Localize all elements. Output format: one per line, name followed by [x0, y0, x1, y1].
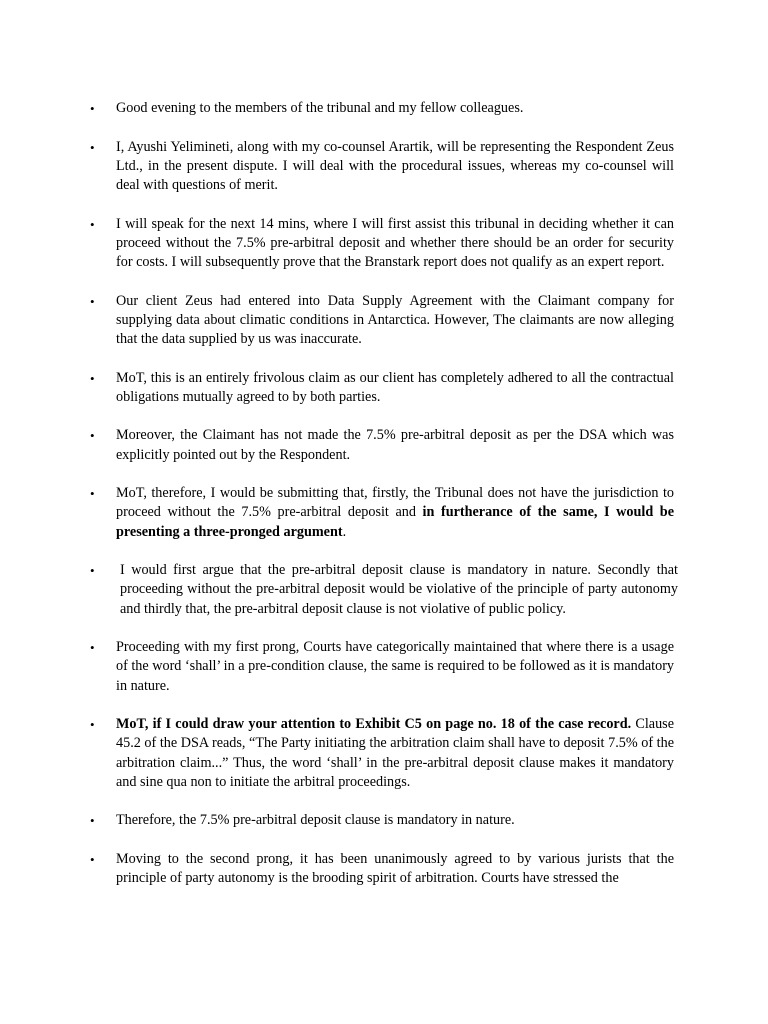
- paragraph-text: MoT, this is an entirely frivolous claim as our client has completely adhered to all the contractual obligations mutually agreed to by both parties.: [116, 369, 674, 405]
- paragraph-run: MoT, therefore, I would be submitting that, firstly, the Tribunal does not have the jurisdiction to proceed without the 7.5% pre-arbitral deposit and: [116, 485, 674, 521]
- list-item: [0, 369, 768, 407]
- paragraph-text: I, Ayushi Yelimineti, along with my co-counsel Arartik, will be representing the Respondent Zeus Ltd., in the present dispute. I will deal with the procedural issues, whereas my co-counsel will deal with questions of merit.: [116, 138, 674, 193]
- list-item: [0, 850, 768, 888]
- list-item: [0, 215, 768, 273]
- paragraph-text: Moving to the second prong, it has been unanimously agreed to by various jurists that the principle of party autonomy is the brooding spirit of arbitration. Courts have stressed the: [116, 850, 674, 887]
- paragraph-text: I would first argue that the pre-arbitral deposit clause is mandatory in nature. Secondly that proceeding without the pre-arbitral deposit would be violative of the principle of party autonomy and thirdly that, the pre-arbitral deposit clause is not violative of public policy.: [120, 562, 678, 617]
- bullet-dot: •: [90, 563, 95, 579]
- list-item: [0, 138, 768, 196]
- list-item: [0, 426, 768, 464]
- list-item: [0, 99, 768, 118]
- list-item: [0, 484, 768, 542]
- paragraph-text: Our client Zeus had entered into Data Supply Agreement with the Claimant company for supplying data about climatic conditions in Antarctica. However, The claimants are now alleging that the data supplied by us was inaccurate.: [116, 292, 674, 347]
- bullet-dot: •: [90, 851, 95, 867]
- bullet-dot: •: [90, 428, 95, 444]
- paragraph-text: Therefore, the 7.5% pre-arbitral deposit clause is mandatory in nature.: [116, 812, 515, 829]
- paragraph-text: Good evening to the members of the tribunal and my fellow colleagues.: [116, 100, 524, 116]
- bullet-dot: •: [90, 640, 95, 656]
- list-item: [0, 638, 768, 696]
- paragraph-text: I will speak for the next 14 mins, where I will first assist this tribunal in deciding whether it can proceed without the 7.5% pre-arbitral deposit and whether there should be an order for security for costs. I will subsequently prove that the Branstark report does not qualify as an expert report.: [116, 215, 674, 270]
- paragraph-run-tail: .: [342, 523, 347, 540]
- list-item: [0, 715, 768, 792]
- bullet-dot: •: [90, 101, 95, 116]
- emphasis-run: MoT, if I could draw your attention to Exhibit C5 on page no. 18 of the case record.: [116, 716, 632, 733]
- paragraph-run: Clause 45.2 of the DSA reads, “The Party initiating the arbitration claim shall have to deposit 7.5% of the arbitration claim...” Thus, the word ‘shall’ in the pre-arbitral deposit clause makes it mandatory and sine qua non to initiate the arbitral proceedings.: [116, 716, 674, 790]
- bullet-dot: •: [90, 293, 95, 309]
- bullet-dot: •: [90, 486, 95, 502]
- emphasis-run: in furtherance of the same, I would be presenting a three-pronged argument: [116, 504, 674, 540]
- bullet-dot: •: [90, 216, 95, 232]
- bullet-dot: •: [90, 139, 95, 155]
- list-item: [0, 811, 768, 830]
- list-item: [0, 561, 768, 619]
- paragraph-text: Proceeding with my first prong, Courts have categorically maintained that where there is a usage of the word ‘shall’ in a pre-condition clause, the same is required to be followed as it is mandatory in nature.: [116, 639, 675, 694]
- bullet-dot: •: [90, 717, 95, 733]
- list-item: [0, 292, 768, 350]
- paragraph-text: Moreover, the Claimant has not made the 7.5% pre-arbitral deposit as per the DSA which was explicitly pointed out by the Respondent.: [116, 427, 674, 463]
- paragraph-text: [116, 715, 674, 792]
- paragraph-text: [116, 484, 674, 542]
- bullet-list: [0, 99, 768, 908]
- bullet-dot: •: [90, 813, 95, 829]
- bullet-dot: •: [90, 370, 95, 386]
